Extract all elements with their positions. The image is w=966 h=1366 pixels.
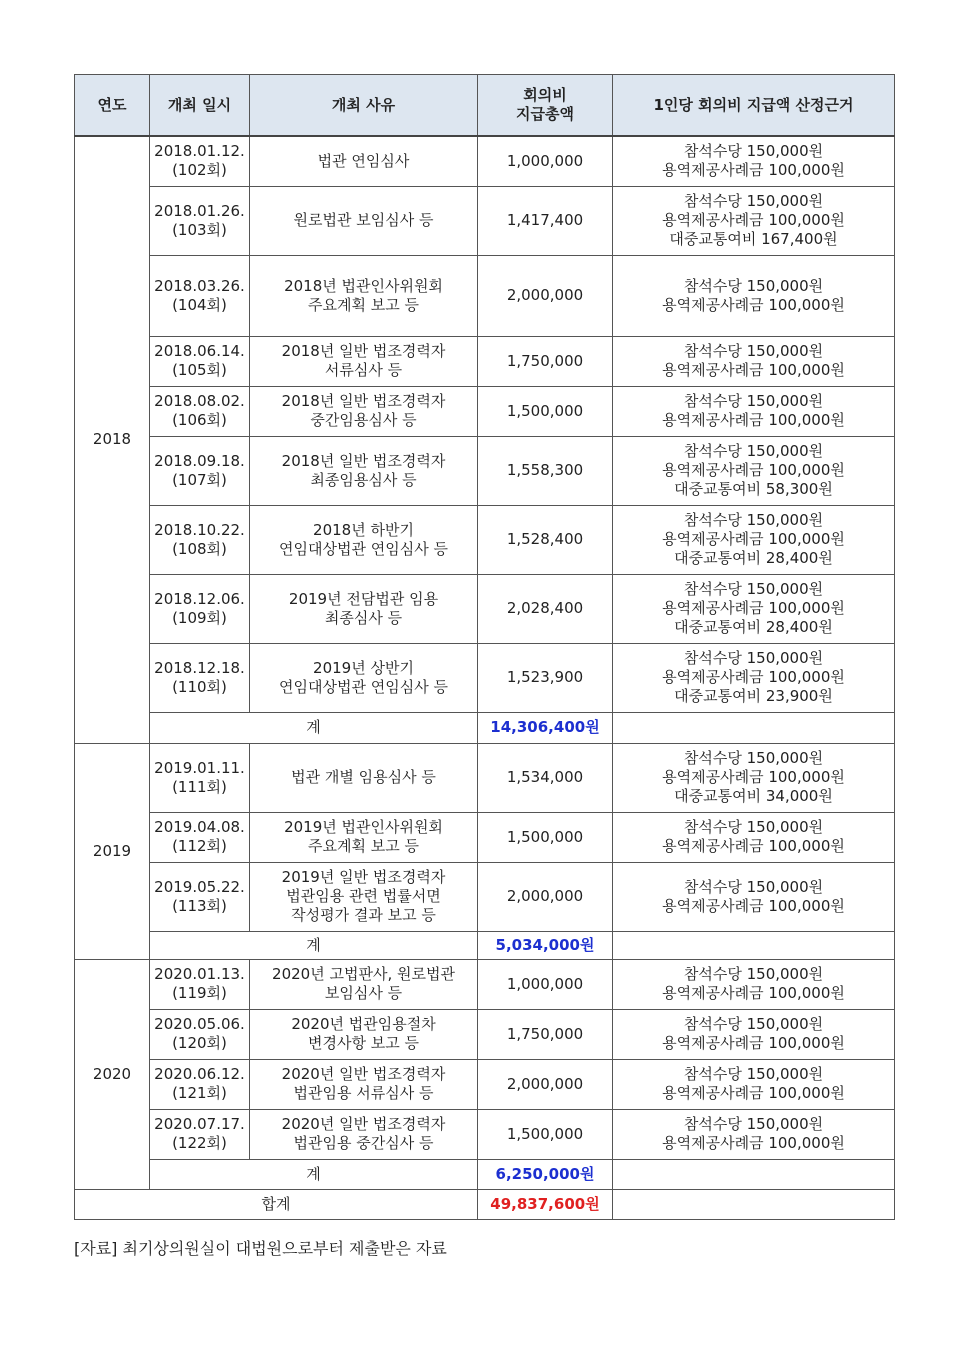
basis-line: 용역제공사례금 100,000원 xyxy=(662,361,845,379)
date-cell xyxy=(150,812,250,862)
amount-cell: 2,000,000 xyxy=(478,255,613,336)
subtotal-empty xyxy=(613,712,895,743)
meeting-date: 2018.09.18. xyxy=(154,451,245,470)
reason-line: 변경사항 보고 등 xyxy=(308,1034,419,1052)
table-row xyxy=(75,336,895,386)
header-total-line2: 지급총액 xyxy=(516,105,574,123)
reason-cell xyxy=(250,386,478,436)
subtotal-label: 계 xyxy=(150,712,478,743)
table-row xyxy=(75,136,895,186)
reason-cell xyxy=(250,862,478,931)
reason-line: 법관임용 중간심사 등 xyxy=(293,1134,434,1152)
subtotal-row xyxy=(75,1159,895,1189)
basis-line: 참석수당 150,000원 xyxy=(683,1015,824,1033)
basis-cell xyxy=(613,336,895,386)
subtotal-value: 14,306,400원 xyxy=(478,712,613,743)
amount-cell: 2,000,000 xyxy=(478,1059,613,1109)
reason-cell xyxy=(250,812,478,862)
basis-line: 참석수당 150,000원 xyxy=(683,142,824,161)
basis-line: 참석수당 150,000원 xyxy=(683,877,824,896)
reason-line: 원로법관 보임심사 등 xyxy=(293,211,434,229)
date-cell xyxy=(150,255,250,336)
basis-line: 참석수당 150,000원 xyxy=(683,749,824,767)
date-cell xyxy=(150,1059,250,1109)
meeting-session: (120회) xyxy=(172,1034,227,1052)
basis-line: 용역제공사례금 100,000원 xyxy=(662,668,845,686)
reason-cell xyxy=(250,136,478,186)
basis-cell xyxy=(613,136,895,186)
reason-line: 법관임용 관련 법률서면 xyxy=(286,887,441,905)
source-note: [자료] 최기상의원실이 대법원으로부터 제출받은 자료 xyxy=(74,1239,447,1258)
meeting-expense-table xyxy=(74,74,895,1220)
subtotal-value: 5,034,000원 xyxy=(478,931,613,959)
basis-cell xyxy=(613,186,895,255)
reason-line: 법관 연임심사 xyxy=(317,151,410,170)
amount-cell: 1,558,300 xyxy=(478,436,613,505)
date-cell xyxy=(150,959,250,1009)
amount-cell: 1,750,000 xyxy=(478,1009,613,1059)
subtotal-label: 계 xyxy=(150,931,478,959)
basis-line: 용역제공사례금 100,000원 xyxy=(662,984,845,1002)
subtotal-empty xyxy=(613,931,895,959)
table-row xyxy=(75,743,895,812)
meeting-session: (107회) xyxy=(172,470,227,489)
basis-line: 참석수당 150,000원 xyxy=(683,392,824,410)
reason-cell xyxy=(250,959,478,1009)
basis-cell xyxy=(613,812,895,862)
meeting-session: (103회) xyxy=(172,220,227,239)
basis-line: 참석수당 150,000원 xyxy=(683,818,824,836)
basis-line: 참석수당 150,000원 xyxy=(683,442,824,460)
reason-line: 연임대상법관 연임심사 등 xyxy=(279,677,448,696)
basis-line: 대중교통여비 167,400원 xyxy=(669,230,838,248)
reason-line: 중간임용심사 등 xyxy=(310,411,417,429)
reason-cell xyxy=(250,1059,478,1109)
meeting-session: (102회) xyxy=(172,161,227,180)
subtotal-row xyxy=(75,712,895,743)
reason-line: 2019년 법관인사위원회 xyxy=(284,818,443,836)
table-row xyxy=(75,1009,895,1059)
meeting-date: 2018.08.02. xyxy=(154,392,245,410)
meeting-date: 2020.06.12. xyxy=(154,1065,245,1083)
meeting-date: 2019.05.22. xyxy=(154,877,245,896)
basis-line: 참석수당 150,000원 xyxy=(683,1115,824,1133)
table-row xyxy=(75,1059,895,1109)
basis-line: 용역제공사례금 100,000원 xyxy=(662,768,845,786)
basis-cell xyxy=(613,386,895,436)
basis-cell xyxy=(613,1109,895,1159)
basis-line: 용역제공사례금 100,000원 xyxy=(662,599,845,617)
table-row xyxy=(75,505,895,574)
reason-line: 2018년 일반 법조경력자 xyxy=(281,451,446,470)
basis-line: 참석수당 150,000원 xyxy=(683,511,824,529)
basis-line: 대중교통여비 28,400원 xyxy=(674,549,833,567)
amount-cell: 1,500,000 xyxy=(478,812,613,862)
header-reason: 개최 사유 xyxy=(250,75,478,137)
date-cell xyxy=(150,1109,250,1159)
reason-cell xyxy=(250,186,478,255)
reason-cell xyxy=(250,436,478,505)
reason-line: 주요계획 보고 등 xyxy=(308,837,419,855)
reason-cell xyxy=(250,255,478,336)
meeting-date: 2018.01.26. xyxy=(154,201,245,220)
date-cell xyxy=(150,643,250,712)
meeting-date: 2019.04.08. xyxy=(154,818,245,836)
reason-line: 법관임용 서류심사 등 xyxy=(293,1084,434,1102)
basis-line: 참석수당 150,000원 xyxy=(683,192,824,210)
basis-line: 참석수당 150,000원 xyxy=(683,649,824,667)
basis-line: 용역제공사례금 100,000원 xyxy=(662,1034,845,1052)
table-row xyxy=(75,862,895,931)
basis-line: 참석수당 150,000원 xyxy=(683,276,824,295)
basis-line: 용역제공사례금 100,000원 xyxy=(662,1084,845,1102)
table-row xyxy=(75,959,895,1009)
meeting-session: (109회) xyxy=(172,608,227,627)
meeting-date: 2020.05.06. xyxy=(154,1015,245,1033)
reason-line: 작성평가 결과 보고 등 xyxy=(291,906,436,924)
grand-total-empty xyxy=(613,1189,895,1219)
reason-cell xyxy=(250,505,478,574)
meeting-date: 2018.01.12. xyxy=(154,142,245,161)
basis-line: 대중교통여비 34,000원 xyxy=(674,787,833,805)
reason-line: 연임대상법관 연임심사 등 xyxy=(279,539,448,558)
date-cell xyxy=(150,336,250,386)
basis-cell xyxy=(613,1009,895,1059)
amount-cell: 1,750,000 xyxy=(478,336,613,386)
meeting-session: (108회) xyxy=(172,539,227,558)
reason-line: 2019년 상반기 xyxy=(313,658,414,677)
basis-cell xyxy=(613,574,895,643)
reason-line: 2018년 하반기 xyxy=(313,520,414,539)
reason-cell xyxy=(250,336,478,386)
header-year: 연도 xyxy=(75,75,150,137)
subtotal-value: 6,250,000원 xyxy=(478,1159,613,1189)
amount-cell: 1,500,000 xyxy=(478,386,613,436)
basis-line: 참석수당 150,000원 xyxy=(683,1065,824,1083)
reason-line: 2018년 일반 법조경력자 xyxy=(281,342,446,360)
header-total-line1: 회의비 xyxy=(523,86,567,104)
table-row xyxy=(75,255,895,336)
reason-line: 보임심사 등 xyxy=(324,984,403,1002)
reason-line: 최종임용심사 등 xyxy=(310,470,417,489)
basis-line: 용역제공사례금 100,000원 xyxy=(662,295,845,314)
grand-total-value: 49,837,600원 xyxy=(478,1189,613,1219)
meeting-session: (119회) xyxy=(172,984,227,1002)
reason-line: 주요계획 보고 등 xyxy=(308,295,419,314)
meeting-session: (104회) xyxy=(172,295,227,314)
reason-cell xyxy=(250,643,478,712)
reason-line: 2019년 전담법관 임용 xyxy=(288,589,439,608)
year-cell: 2019 xyxy=(75,743,150,959)
subtotal-label: 계 xyxy=(150,1159,478,1189)
table-row xyxy=(75,812,895,862)
amount-cell: 1,000,000 xyxy=(478,959,613,1009)
meeting-date: 2020.07.17. xyxy=(154,1115,245,1133)
date-cell xyxy=(150,505,250,574)
amount-cell: 2,000,000 xyxy=(478,862,613,931)
basis-cell xyxy=(613,743,895,812)
amount-cell: 1,417,400 xyxy=(478,186,613,255)
basis-cell xyxy=(613,505,895,574)
header-basis: 1인당 회의비 지급액 산정근거 xyxy=(613,75,895,137)
meeting-session: (105회) xyxy=(172,361,227,379)
meeting-date: 2018.12.18. xyxy=(154,658,245,677)
basis-cell xyxy=(613,959,895,1009)
meeting-session: (106회) xyxy=(172,411,227,429)
meeting-session: (112회) xyxy=(172,837,227,855)
header-date: 개최 일시 xyxy=(150,75,250,137)
year-cell: 2018 xyxy=(75,136,150,743)
basis-line: 대중교통여비 58,300원 xyxy=(674,480,833,498)
reason-cell xyxy=(250,574,478,643)
reason-line: 2018년 일반 법조경력자 xyxy=(281,392,446,410)
amount-cell: 2,028,400 xyxy=(478,574,613,643)
date-cell xyxy=(150,386,250,436)
basis-cell xyxy=(613,1059,895,1109)
basis-line: 대중교통여비 23,900원 xyxy=(674,687,833,705)
reason-line: 법관 개별 임용심사 등 xyxy=(291,768,436,786)
basis-cell xyxy=(613,255,895,336)
reason-line: 서류심사 등 xyxy=(324,361,403,379)
basis-line: 용역제공사례금 100,000원 xyxy=(662,1134,845,1152)
table-row xyxy=(75,643,895,712)
grand-total-label: 합계 xyxy=(75,1189,478,1219)
meeting-session: (122회) xyxy=(172,1134,227,1152)
basis-line: 용역제공사례금 100,000원 xyxy=(662,161,845,180)
amount-cell: 1,534,000 xyxy=(478,743,613,812)
date-cell xyxy=(150,862,250,931)
date-cell xyxy=(150,743,250,812)
reason-cell xyxy=(250,1109,478,1159)
table-row xyxy=(75,386,895,436)
table-row xyxy=(75,436,895,505)
meeting-session: (113회) xyxy=(172,896,227,915)
amount-cell: 1,500,000 xyxy=(478,1109,613,1159)
basis-line: 용역제공사례금 100,000원 xyxy=(662,461,845,479)
date-cell xyxy=(150,574,250,643)
meeting-session: (121회) xyxy=(172,1084,227,1102)
reason-line: 2020년 고법판사, 원로법관 xyxy=(272,965,455,983)
basis-cell xyxy=(613,643,895,712)
reason-line: 2020년 일반 법조경력자 xyxy=(281,1065,446,1083)
header-total xyxy=(478,75,613,137)
table-row xyxy=(75,574,895,643)
date-cell xyxy=(150,186,250,255)
reason-line: 2019년 일반 법조경력자 xyxy=(281,868,446,886)
amount-cell: 1,528,400 xyxy=(478,505,613,574)
meeting-date: 2018.06.14. xyxy=(154,342,245,360)
subtotal-row xyxy=(75,931,895,959)
basis-line: 참석수당 150,000원 xyxy=(683,965,824,983)
meeting-date: 2018.10.22. xyxy=(154,520,245,539)
reason-line: 2018년 법관인사위원회 xyxy=(284,276,443,295)
basis-line: 용역제공사례금 100,000원 xyxy=(662,896,845,915)
basis-line: 참석수당 150,000원 xyxy=(683,580,824,598)
basis-line: 용역제공사례금 100,000원 xyxy=(662,530,845,548)
grand-total-row xyxy=(75,1189,895,1219)
date-cell xyxy=(150,1009,250,1059)
basis-cell xyxy=(613,436,895,505)
meeting-session: (110회) xyxy=(172,677,227,696)
header-row xyxy=(75,75,895,137)
basis-line: 참석수당 150,000원 xyxy=(683,342,824,360)
meeting-date: 2020.01.13. xyxy=(154,965,245,983)
reason-line: 최종심사 등 xyxy=(324,608,403,627)
amount-cell: 1,000,000 xyxy=(478,136,613,186)
reason-cell xyxy=(250,743,478,812)
table-row xyxy=(75,1109,895,1159)
amount-cell: 1,523,900 xyxy=(478,643,613,712)
meeting-date: 2019.01.11. xyxy=(154,758,245,777)
reason-cell xyxy=(250,1009,478,1059)
table-row xyxy=(75,186,895,255)
date-cell xyxy=(150,436,250,505)
date-cell xyxy=(150,136,250,186)
basis-cell xyxy=(613,862,895,931)
meeting-date: 2018.12.06. xyxy=(154,589,245,608)
meeting-date: 2018.03.26. xyxy=(154,276,245,295)
basis-line: 용역제공사례금 100,000원 xyxy=(662,837,845,855)
basis-line: 용역제공사례금 100,000원 xyxy=(662,411,845,429)
reason-line: 2020년 일반 법조경력자 xyxy=(281,1115,446,1133)
basis-line: 용역제공사례금 100,000원 xyxy=(662,211,845,229)
reason-line: 2020년 법관임용절차 xyxy=(291,1015,436,1033)
subtotal-empty xyxy=(613,1159,895,1189)
year-cell: 2020 xyxy=(75,959,150,1189)
meeting-session: (111회) xyxy=(172,777,227,796)
basis-line: 대중교통여비 28,400원 xyxy=(674,618,833,636)
